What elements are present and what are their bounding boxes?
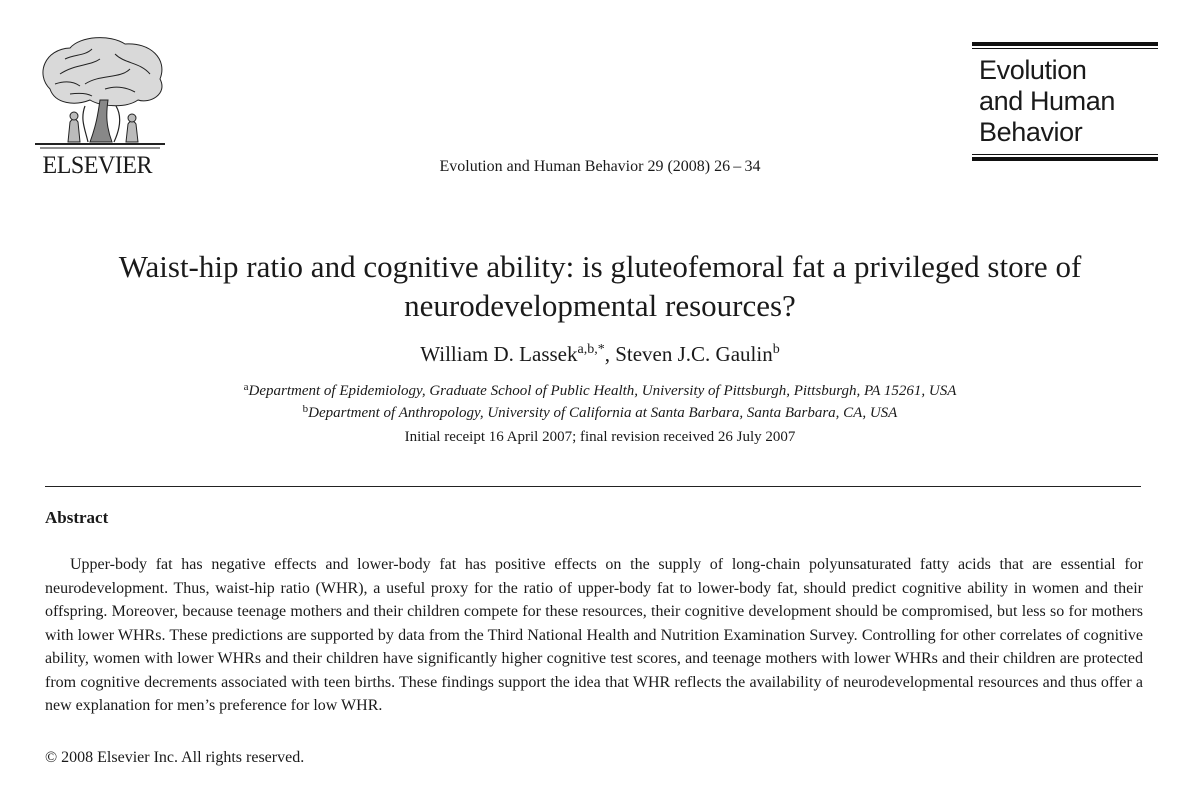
- journal-name-line: Behavior: [979, 117, 1083, 147]
- publisher-name: ELSEVIER: [42, 152, 153, 179]
- journal-name-line: and Human: [979, 86, 1115, 116]
- receipt-dates: Initial receipt 16 April 2007; final revision received 26 July 2007: [404, 429, 796, 445]
- author-name: Steven J.C. Gaulin: [615, 342, 773, 366]
- affiliation-text: Department of Anthropology, University of California at Santa Barbara, Santa Barbara, CA, USA: [308, 405, 898, 421]
- author-affiliation-marker[interactable]: a,b,*: [577, 342, 605, 357]
- affiliation: [0, 405, 1200, 422]
- elsevier-tree-logo-icon: [30, 34, 170, 152]
- journal-rule-bottom-thin: [972, 154, 1158, 155]
- copyright-notice: © 2008 Elsevier Inc. All rights reserved.: [45, 749, 305, 766]
- journal-name-block: [972, 42, 1158, 161]
- journal-citation: Evolution and Human Behavior 29 (2008) 26 – 34: [439, 158, 761, 175]
- author-affiliation-marker[interactable]: b: [772, 342, 780, 357]
- author-separator: ,: [604, 342, 616, 366]
- section-divider: [45, 486, 1141, 487]
- journal-rule-bottom: [972, 157, 1158, 161]
- abstract-body: Upper-body fat has negative effects and lower-body fat has positive effects on the supply of long-chain polyunsaturated fatty acids that are essential for neurodevelopment. Thus, waist-hip ratio (WHR), a useful proxy for the ratio of upper-body fat to lower-body fat, should predict cognitive ability in women and their offspring. Moreover, because teenage mothers and their children compete for these resources, their cognitive development should be compromised, but less so for mothers with lower WHRs. These predictions are supported by data from the Third National Health and Nutrition Examination Survey. Controlling for other correlates of cognitive ability, women with lower WHRs and their children have significantly higher cognitive test scores, and teenage mothers with lower WHRs and their children are protected from cognitive decrements associated with teen births. These findings support the idea that WHR reflects the availability of neurodevelopmental resources and thus offer a new explanation for men’s preference for low WHR.: [45, 556, 1143, 714]
- affiliation-text: Department of Epidemiology, Graduate School of Public Health, University of Pittsburgh, Pittsburgh, PA 15261, USA: [248, 383, 957, 399]
- affiliation-label: b: [302, 403, 309, 415]
- journal-name-line: Evolution: [979, 55, 1087, 85]
- journal-rule-top: [972, 42, 1158, 46]
- author-name: William D. Lassek: [420, 342, 578, 366]
- author-list: [0, 342, 1200, 367]
- affiliation: [0, 383, 1200, 400]
- abstract-heading: Abstract: [45, 508, 109, 527]
- article-title: Waist-hip ratio and cognitive ability: is gluteofemoral fat a privileged store of neurodevelopmental resources?: [118, 249, 1082, 323]
- affiliation-label: a: [243, 381, 249, 393]
- journal-name: [972, 49, 1158, 148]
